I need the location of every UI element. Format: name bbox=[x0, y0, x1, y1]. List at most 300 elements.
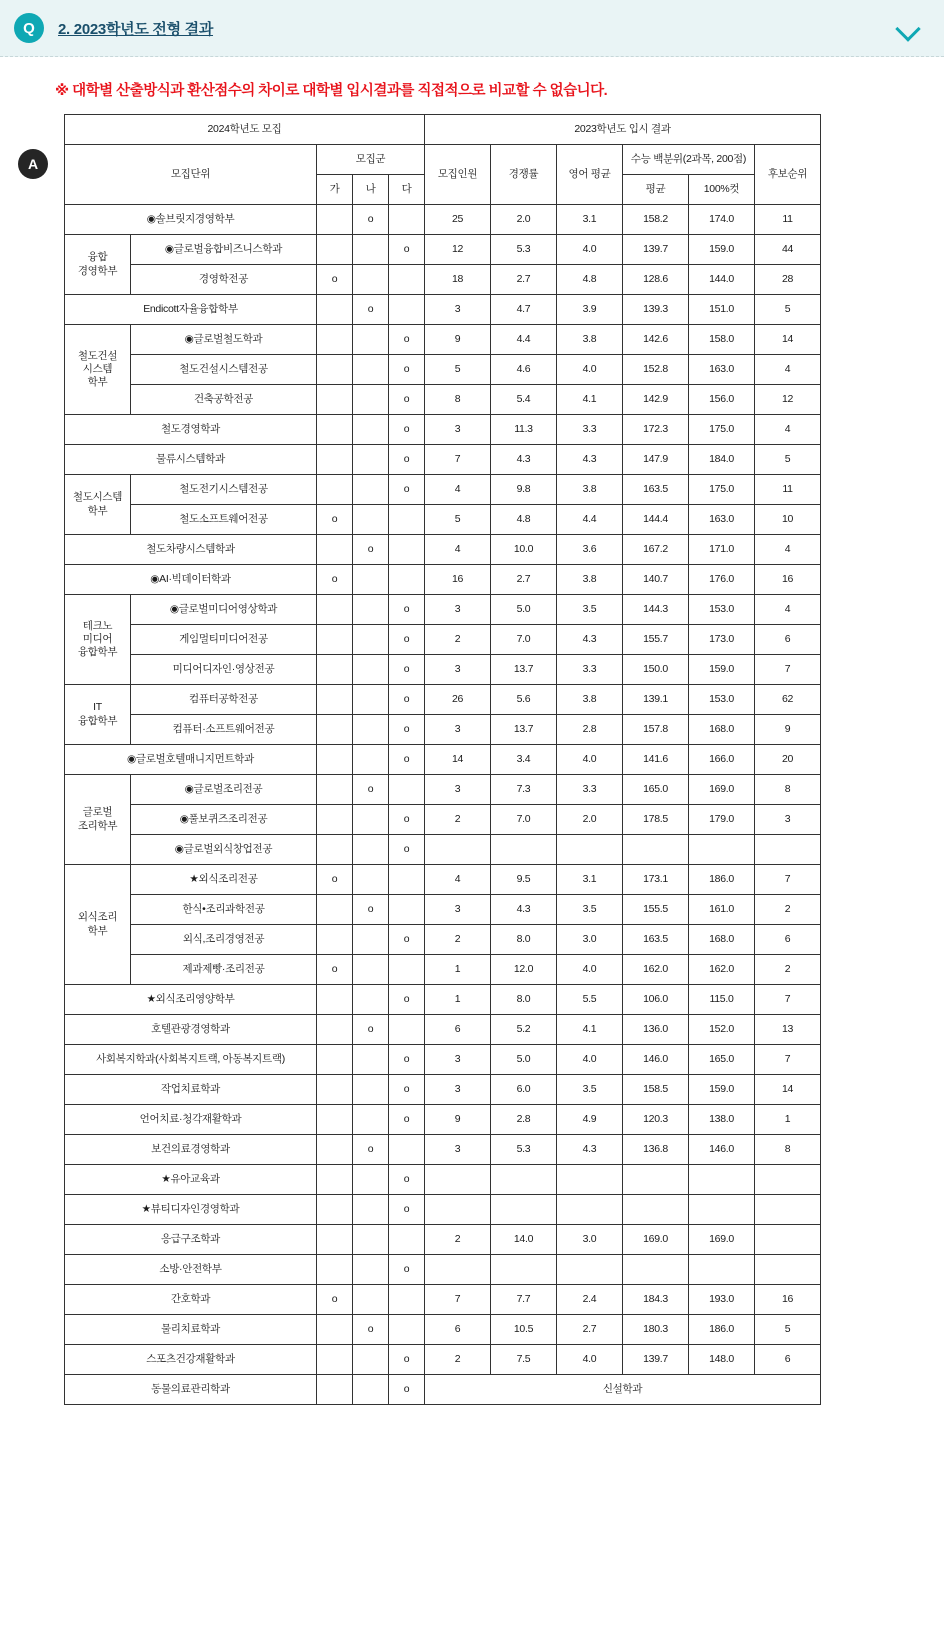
cell-suneung-avg: 180.3 bbox=[623, 1315, 689, 1345]
cell-english-avg: 3.9 bbox=[557, 295, 623, 325]
table-row bbox=[65, 475, 821, 505]
cell-suneung-avg: 184.3 bbox=[623, 1285, 689, 1315]
cell-ratio: 2.0 bbox=[491, 205, 557, 235]
cell-group-da bbox=[389, 1225, 425, 1255]
cell-waitlist: 16 bbox=[755, 1285, 821, 1315]
cell-group-na bbox=[353, 835, 389, 865]
cell-group-ga bbox=[317, 205, 353, 235]
cell-quota: 6 bbox=[425, 1315, 491, 1345]
table-row bbox=[65, 1135, 821, 1165]
cell-suneung-cut: 146.0 bbox=[689, 1135, 755, 1165]
cell-suneung-avg: 178.5 bbox=[623, 805, 689, 835]
cell-waitlist: 6 bbox=[755, 625, 821, 655]
header-result-2023: 2023학년도 입시 결과 bbox=[425, 115, 821, 145]
cell-quota: 7 bbox=[425, 1285, 491, 1315]
cell-unit-name: 간호학과 bbox=[65, 1285, 317, 1315]
cell-unit-group: 융합 경영학부 bbox=[65, 235, 131, 295]
cell-quota: 3 bbox=[425, 1045, 491, 1075]
notice-text: ※ 대학별 산출방식과 환산점수의 차이로 대학별 입시결과를 직접적으로 비교할 수 없습니다. bbox=[55, 83, 608, 99]
cell-unit-name: 응급구조학과 bbox=[65, 1225, 317, 1255]
cell-unit-name: ◉솔브릿지경영학부 bbox=[65, 205, 317, 235]
question-title[interactable]: 2. 2023학년도 전형 결과 bbox=[58, 20, 214, 38]
cell-group-da: o bbox=[389, 1255, 425, 1285]
cell-english-avg: 4.1 bbox=[557, 1015, 623, 1045]
cell-waitlist: 7 bbox=[755, 985, 821, 1015]
cell-group-na bbox=[353, 985, 389, 1015]
cell-quota: 2 bbox=[425, 925, 491, 955]
cell-suneung-cut: 169.0 bbox=[689, 775, 755, 805]
cell-waitlist bbox=[755, 1195, 821, 1225]
cell-waitlist bbox=[755, 1165, 821, 1195]
cell-suneung-cut: 161.0 bbox=[689, 895, 755, 925]
results-table-wrapper bbox=[64, 114, 820, 1405]
cell-unit-group: 철도시스템 학부 bbox=[65, 475, 131, 535]
cell-waitlist: 10 bbox=[755, 505, 821, 535]
cell-group-na bbox=[353, 1375, 389, 1405]
cell-quota: 14 bbox=[425, 745, 491, 775]
cell-quota: 2 bbox=[425, 1345, 491, 1375]
cell-suneung-cut: 165.0 bbox=[689, 1045, 755, 1075]
cell-group-da: o bbox=[389, 745, 425, 775]
table-row bbox=[65, 295, 821, 325]
cell-english-avg: 2.7 bbox=[557, 1315, 623, 1345]
table-row bbox=[65, 1285, 821, 1315]
table-row bbox=[65, 625, 821, 655]
cell-unit-major: ◉풀보퀴즈조리전공 bbox=[131, 805, 317, 835]
cell-group-da bbox=[389, 295, 425, 325]
table-row bbox=[65, 235, 821, 265]
cell-quota: 5 bbox=[425, 355, 491, 385]
cell-english-avg: 4.9 bbox=[557, 1105, 623, 1135]
cell-group-da: o bbox=[389, 625, 425, 655]
cell-english-avg: 4.1 bbox=[557, 385, 623, 415]
cell-suneung-avg: 152.8 bbox=[623, 355, 689, 385]
cell-suneung-avg: 141.6 bbox=[623, 745, 689, 775]
cell-group-da bbox=[389, 955, 425, 985]
cell-group-na bbox=[353, 1045, 389, 1075]
cell-waitlist: 28 bbox=[755, 265, 821, 295]
cell-group-na: o bbox=[353, 295, 389, 325]
cell-group-na bbox=[353, 955, 389, 985]
cell-ratio: 9.8 bbox=[491, 475, 557, 505]
cell-group-na bbox=[353, 1165, 389, 1195]
cell-unit-name: 보건의료경영학과 bbox=[65, 1135, 317, 1165]
cell-english-avg: 3.3 bbox=[557, 415, 623, 445]
cell-unit-major: 제과제빵·조리전공 bbox=[131, 955, 317, 985]
cell-english-avg: 3.5 bbox=[557, 895, 623, 925]
cell-unit-major: 컴퓨터공학전공 bbox=[131, 685, 317, 715]
table-row bbox=[65, 865, 821, 895]
header-suneung-cut: 100%컷 bbox=[689, 175, 755, 205]
cell-quota: 26 bbox=[425, 685, 491, 715]
cell-suneung-avg: 106.0 bbox=[623, 985, 689, 1015]
table-row bbox=[65, 445, 821, 475]
cell-waitlist: 7 bbox=[755, 865, 821, 895]
cell-english-avg: 3.8 bbox=[557, 475, 623, 505]
cell-waitlist: 4 bbox=[755, 535, 821, 565]
cell-waitlist: 5 bbox=[755, 445, 821, 475]
table-row bbox=[65, 1165, 821, 1195]
cell-waitlist: 11 bbox=[755, 475, 821, 505]
cell-group-na bbox=[353, 805, 389, 835]
cell-group-ga bbox=[317, 355, 353, 385]
cell-suneung-cut: 159.0 bbox=[689, 655, 755, 685]
cell-quota: 8 bbox=[425, 385, 491, 415]
cell-suneung-cut: 179.0 bbox=[689, 805, 755, 835]
cell-group-da bbox=[389, 1135, 425, 1165]
cell-group-da bbox=[389, 1285, 425, 1315]
cell-group-ga bbox=[317, 415, 353, 445]
cell-suneung-cut: 171.0 bbox=[689, 535, 755, 565]
cell-group-ga bbox=[317, 1045, 353, 1075]
cell-unit-major: ★외식조리전공 bbox=[131, 865, 317, 895]
cell-waitlist: 5 bbox=[755, 295, 821, 325]
table-row bbox=[65, 595, 821, 625]
cell-ratio: 3.4 bbox=[491, 745, 557, 775]
cell-unit-group: 외식조리 학부 bbox=[65, 865, 131, 985]
cell-english-avg: 3.5 bbox=[557, 1075, 623, 1105]
cell-suneung-cut: 174.0 bbox=[689, 205, 755, 235]
cell-unit-name: 물류시스템학과 bbox=[65, 445, 317, 475]
cell-group-na: o bbox=[353, 535, 389, 565]
cell-quota: 7 bbox=[425, 445, 491, 475]
cell-suneung-avg bbox=[623, 1195, 689, 1225]
cell-suneung-avg: 163.5 bbox=[623, 925, 689, 955]
cell-group-na bbox=[353, 1225, 389, 1255]
table-row bbox=[65, 1345, 821, 1375]
cell-group-na: o bbox=[353, 1135, 389, 1165]
cell-ratio: 13.7 bbox=[491, 655, 557, 685]
cell-ratio: 4.7 bbox=[491, 295, 557, 325]
cell-unit-major: 외식,조리경영전공 bbox=[131, 925, 317, 955]
cell-group-da: o bbox=[389, 1345, 425, 1375]
cell-group-ga bbox=[317, 1075, 353, 1105]
cell-ratio bbox=[491, 1195, 557, 1225]
cell-english-avg: 4.0 bbox=[557, 955, 623, 985]
header-english-avg: 영어 평균 bbox=[557, 145, 623, 205]
cell-group-na bbox=[353, 1105, 389, 1135]
cell-english-avg bbox=[557, 1255, 623, 1285]
cell-suneung-avg: 169.0 bbox=[623, 1225, 689, 1255]
cell-unit-name: 동물의료관리학과 bbox=[65, 1375, 317, 1405]
cell-unit-name: 물리치료학과 bbox=[65, 1315, 317, 1345]
cell-english-avg: 2.8 bbox=[557, 715, 623, 745]
cell-group-ga bbox=[317, 325, 353, 355]
table-row bbox=[65, 1225, 821, 1255]
table-row bbox=[65, 1015, 821, 1045]
cell-suneung-avg: 140.7 bbox=[623, 565, 689, 595]
cell-ratio: 5.2 bbox=[491, 1015, 557, 1045]
cell-group-na bbox=[353, 685, 389, 715]
table-row bbox=[65, 355, 821, 385]
header-recruit-2024: 2024학년도 모집 bbox=[65, 115, 425, 145]
cell-group-ga: o bbox=[317, 265, 353, 295]
cell-suneung-avg: 146.0 bbox=[623, 1045, 689, 1075]
cell-suneung-cut: 163.0 bbox=[689, 505, 755, 535]
cell-waitlist: 4 bbox=[755, 415, 821, 445]
table-row bbox=[65, 775, 821, 805]
cell-group-da bbox=[389, 535, 425, 565]
cell-unit-major: 철도소프트웨어전공 bbox=[131, 505, 317, 535]
cell-unit-name: Endicott자율융합학부 bbox=[65, 295, 317, 325]
cell-suneung-avg: 165.0 bbox=[623, 775, 689, 805]
cell-english-avg: 4.0 bbox=[557, 1345, 623, 1375]
cell-group-na: o bbox=[353, 775, 389, 805]
cell-ratio: 7.0 bbox=[491, 625, 557, 655]
cell-new-department: 신설학과 bbox=[425, 1375, 821, 1405]
cell-unit-major: 철도전기시스템전공 bbox=[131, 475, 317, 505]
cell-suneung-avg: 147.9 bbox=[623, 445, 689, 475]
cell-suneung-avg: 139.7 bbox=[623, 1345, 689, 1375]
table-row bbox=[65, 1045, 821, 1075]
answer-badge: A bbox=[18, 149, 48, 179]
cell-suneung-cut: 144.0 bbox=[689, 265, 755, 295]
cell-group-da bbox=[389, 205, 425, 235]
cell-suneung-avg: 120.3 bbox=[623, 1105, 689, 1135]
cell-waitlist: 9 bbox=[755, 715, 821, 745]
cell-waitlist: 14 bbox=[755, 325, 821, 355]
cell-suneung-avg: 139.7 bbox=[623, 235, 689, 265]
question-badge: Q bbox=[14, 13, 44, 43]
header-group-na: 나 bbox=[353, 175, 389, 205]
cell-ratio: 12.0 bbox=[491, 955, 557, 985]
cell-suneung-avg: 136.0 bbox=[623, 1015, 689, 1045]
cell-suneung-avg: 150.0 bbox=[623, 655, 689, 685]
table-row bbox=[65, 1075, 821, 1105]
cell-suneung-avg: 157.8 bbox=[623, 715, 689, 745]
cell-waitlist: 11 bbox=[755, 205, 821, 235]
cell-suneung-avg: 167.2 bbox=[623, 535, 689, 565]
cell-ratio: 7.0 bbox=[491, 805, 557, 835]
header-waitlist: 후보순위 bbox=[755, 145, 821, 205]
cell-group-na: o bbox=[353, 1315, 389, 1345]
table-row bbox=[65, 745, 821, 775]
cell-suneung-avg: 142.9 bbox=[623, 385, 689, 415]
cell-english-avg: 3.6 bbox=[557, 535, 623, 565]
cell-group-ga bbox=[317, 625, 353, 655]
table-row bbox=[65, 805, 821, 835]
cell-group-na bbox=[353, 1255, 389, 1285]
cell-unit-major: 미디어디자인·영상전공 bbox=[131, 655, 317, 685]
cell-suneung-cut: 156.0 bbox=[689, 385, 755, 415]
cell-unit-name: ★외식조리영양학부 bbox=[65, 985, 317, 1015]
table-row bbox=[65, 685, 821, 715]
cell-group-na bbox=[353, 565, 389, 595]
cell-unit-name: 호텔관광경영학과 bbox=[65, 1015, 317, 1045]
table-row bbox=[65, 535, 821, 565]
cell-waitlist: 8 bbox=[755, 775, 821, 805]
cell-ratio: 2.7 bbox=[491, 265, 557, 295]
cell-group-ga bbox=[317, 1105, 353, 1135]
cell-suneung-cut bbox=[689, 1195, 755, 1225]
cell-group-na: o bbox=[353, 205, 389, 235]
table-row bbox=[65, 985, 821, 1015]
cell-waitlist: 2 bbox=[755, 895, 821, 925]
cell-english-avg: 3.8 bbox=[557, 325, 623, 355]
cell-waitlist: 4 bbox=[755, 355, 821, 385]
cell-suneung-cut: 115.0 bbox=[689, 985, 755, 1015]
cell-ratio: 7.5 bbox=[491, 1345, 557, 1375]
cell-quota: 3 bbox=[425, 655, 491, 685]
cell-group-da: o bbox=[389, 835, 425, 865]
cell-group-ga bbox=[317, 475, 353, 505]
cell-suneung-cut: 159.0 bbox=[689, 235, 755, 265]
cell-unit-major: 컴퓨터·소프트웨어전공 bbox=[131, 715, 317, 745]
cell-unit-major: ◉글로벌미디어영상학과 bbox=[131, 595, 317, 625]
cell-english-avg: 3.8 bbox=[557, 685, 623, 715]
cell-group-da bbox=[389, 265, 425, 295]
cell-suneung-avg: 155.5 bbox=[623, 895, 689, 925]
cell-suneung-cut: 168.0 bbox=[689, 715, 755, 745]
cell-group-da: o bbox=[389, 1195, 425, 1225]
cell-waitlist: 8 bbox=[755, 1135, 821, 1165]
cell-group-na: o bbox=[353, 1015, 389, 1045]
cell-suneung-cut: 169.0 bbox=[689, 1225, 755, 1255]
header-ratio: 경쟁률 bbox=[491, 145, 557, 205]
cell-quota: 25 bbox=[425, 205, 491, 235]
cell-quota: 9 bbox=[425, 325, 491, 355]
cell-group-da: o bbox=[389, 415, 425, 445]
header-group-da: 다 bbox=[389, 175, 425, 205]
cell-group-da: o bbox=[389, 445, 425, 475]
cell-group-da: o bbox=[389, 655, 425, 685]
cell-english-avg: 3.5 bbox=[557, 595, 623, 625]
cell-suneung-avg bbox=[623, 1255, 689, 1285]
cell-english-avg bbox=[557, 1165, 623, 1195]
cell-english-avg: 3.1 bbox=[557, 205, 623, 235]
cell-suneung-cut: 138.0 bbox=[689, 1105, 755, 1135]
cell-group-na bbox=[353, 475, 389, 505]
cell-waitlist: 1 bbox=[755, 1105, 821, 1135]
cell-suneung-cut: 175.0 bbox=[689, 475, 755, 505]
cell-english-avg bbox=[557, 1195, 623, 1225]
cell-group-ga bbox=[317, 895, 353, 925]
table-row bbox=[65, 325, 821, 355]
cell-quota: 5 bbox=[425, 505, 491, 535]
cell-group-ga bbox=[317, 1375, 353, 1405]
table-row bbox=[65, 1195, 821, 1225]
cell-group-ga: o bbox=[317, 1285, 353, 1315]
cell-waitlist: 44 bbox=[755, 235, 821, 265]
cell-waitlist: 20 bbox=[755, 745, 821, 775]
cell-quota: 6 bbox=[425, 1015, 491, 1045]
cell-quota: 4 bbox=[425, 865, 491, 895]
cell-suneung-cut: 186.0 bbox=[689, 1315, 755, 1345]
cell-unit-major: ◉글로벌철도학과 bbox=[131, 325, 317, 355]
cell-group-na bbox=[353, 655, 389, 685]
cell-group-da bbox=[389, 895, 425, 925]
cell-waitlist bbox=[755, 835, 821, 865]
table-row bbox=[65, 565, 821, 595]
cell-group-ga bbox=[317, 295, 353, 325]
cell-suneung-avg bbox=[623, 1165, 689, 1195]
cell-suneung-avg: 172.3 bbox=[623, 415, 689, 445]
cell-group-ga bbox=[317, 595, 353, 625]
cell-suneung-avg: 128.6 bbox=[623, 265, 689, 295]
cell-ratio bbox=[491, 1165, 557, 1195]
question-header-bar[interactable] bbox=[0, 0, 944, 57]
cell-suneung-avg: 144.3 bbox=[623, 595, 689, 625]
table-row bbox=[65, 1255, 821, 1285]
cell-ratio: 4.3 bbox=[491, 445, 557, 475]
cell-group-na bbox=[353, 925, 389, 955]
cell-quota: 1 bbox=[425, 985, 491, 1015]
header-group-ga: 가 bbox=[317, 175, 353, 205]
cell-suneung-cut bbox=[689, 835, 755, 865]
cell-waitlist: 7 bbox=[755, 1045, 821, 1075]
table-row bbox=[65, 835, 821, 865]
cell-quota: 4 bbox=[425, 475, 491, 505]
cell-suneung-cut: 166.0 bbox=[689, 745, 755, 775]
cell-unit-name: ◉AI·빅데이터학과 bbox=[65, 565, 317, 595]
cell-quota: 3 bbox=[425, 1135, 491, 1165]
cell-group-da bbox=[389, 1315, 425, 1345]
cell-ratio: 11.3 bbox=[491, 415, 557, 445]
cell-group-ga: o bbox=[317, 955, 353, 985]
cell-group-ga: o bbox=[317, 565, 353, 595]
cell-english-avg: 3.3 bbox=[557, 775, 623, 805]
cell-group-na bbox=[353, 625, 389, 655]
cell-unit-major: 철도건설시스템전공 bbox=[131, 355, 317, 385]
cell-suneung-cut: 159.0 bbox=[689, 1075, 755, 1105]
cell-suneung-avg: 144.4 bbox=[623, 505, 689, 535]
cell-unit-major: ◉글로벌조리전공 bbox=[131, 775, 317, 805]
table-row bbox=[65, 1315, 821, 1345]
cell-group-ga bbox=[317, 925, 353, 955]
cell-suneung-cut: 148.0 bbox=[689, 1345, 755, 1375]
cell-waitlist: 62 bbox=[755, 685, 821, 715]
cell-group-ga bbox=[317, 745, 353, 775]
cell-group-ga bbox=[317, 1345, 353, 1375]
cell-waitlist: 14 bbox=[755, 1075, 821, 1105]
cell-quota bbox=[425, 1255, 491, 1285]
table-body bbox=[65, 205, 821, 1405]
cell-suneung-avg: 136.8 bbox=[623, 1135, 689, 1165]
cell-group-na bbox=[353, 505, 389, 535]
cell-group-ga: o bbox=[317, 865, 353, 895]
cell-group-da: o bbox=[389, 925, 425, 955]
cell-ratio: 4.3 bbox=[491, 895, 557, 925]
cell-group-ga bbox=[317, 1015, 353, 1045]
cell-unit-major: 건축공학전공 bbox=[131, 385, 317, 415]
cell-group-na bbox=[353, 1285, 389, 1315]
cell-ratio: 9.5 bbox=[491, 865, 557, 895]
table-row bbox=[65, 505, 821, 535]
cell-ratio: 10.5 bbox=[491, 1315, 557, 1345]
cell-english-avg: 3.0 bbox=[557, 1225, 623, 1255]
cell-ratio: 6.0 bbox=[491, 1075, 557, 1105]
cell-suneung-cut bbox=[689, 1255, 755, 1285]
cell-group-na bbox=[353, 715, 389, 745]
cell-suneung-avg: 158.5 bbox=[623, 1075, 689, 1105]
cell-waitlist: 12 bbox=[755, 385, 821, 415]
header-suneung-avg: 평균 bbox=[623, 175, 689, 205]
cell-english-avg: 3.0 bbox=[557, 925, 623, 955]
table-row bbox=[65, 715, 821, 745]
cell-unit-major: 게임멀티미디어전공 bbox=[131, 625, 317, 655]
chevron-down-icon[interactable] bbox=[896, 15, 922, 41]
table-row bbox=[65, 925, 821, 955]
cell-waitlist: 5 bbox=[755, 1315, 821, 1345]
cell-quota bbox=[425, 835, 491, 865]
cell-group-ga bbox=[317, 715, 353, 745]
cell-suneung-avg: 142.6 bbox=[623, 325, 689, 355]
cell-waitlist: 2 bbox=[755, 955, 821, 985]
cell-ratio: 5.3 bbox=[491, 235, 557, 265]
cell-ratio bbox=[491, 1255, 557, 1285]
cell-group-da: o bbox=[389, 355, 425, 385]
cell-suneung-avg: 155.7 bbox=[623, 625, 689, 655]
